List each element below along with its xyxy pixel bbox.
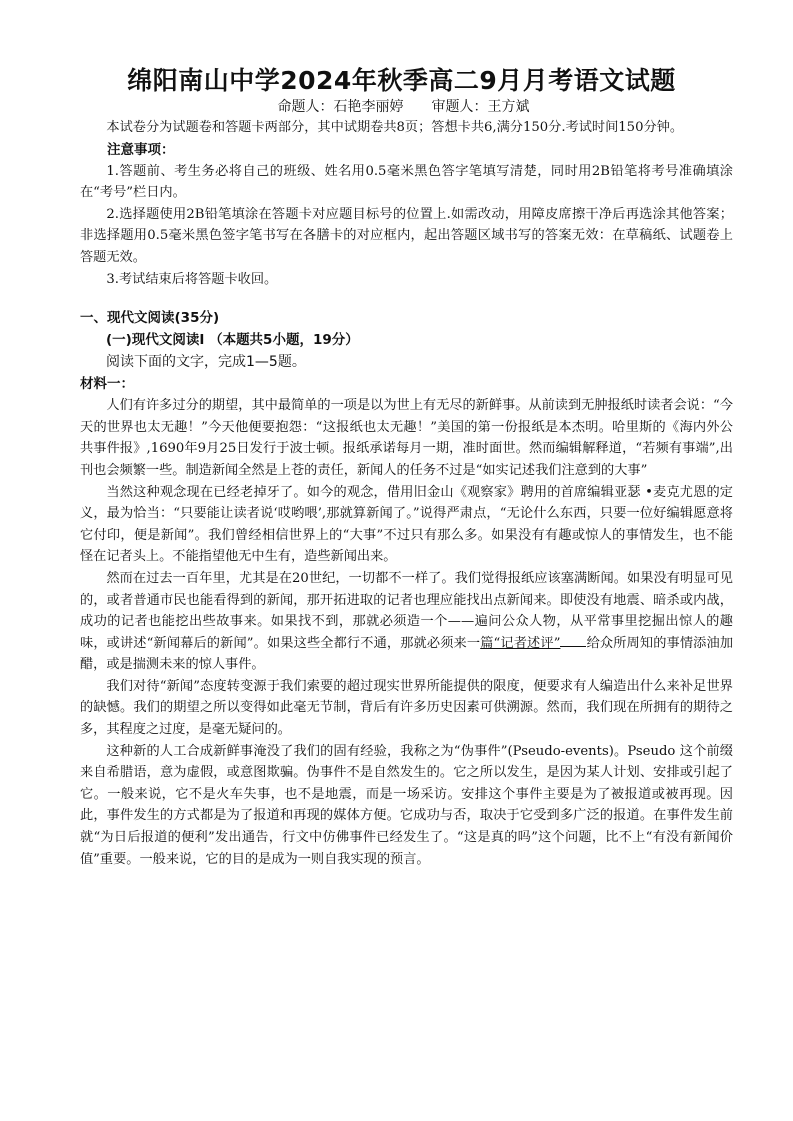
underline-blank [560,646,586,647]
notice-item: 1.答题前、考生务必将自己的班级、姓名用0.5毫米黑色答字笔填写清楚，同时用2B铅笔将考号准确填涂在“考号”栏日内。 [80,163,733,201]
passage-paragraph: 我们对待“新闻”态度转变源于我们索要的超过现实世界所能提供的限度，便要求有人编造出什么来补足世界的缺憾。我们的期望之所以变得如此毫无节制，背后有许多历史因素可供溯源。然而，我们现在所拥有的期待之多，其程度之过度，是毫无疑问的。 [80,678,733,738]
exam-intro: 本试卷分为试题卷和答题卡两部分，其中试期卷共8页；答想卡共6,满分150分.考试时间150分钟。 [106,120,684,135]
notice-heading: 注意事项： [107,141,175,158]
notice-item: 2.选择题使用2B铅笔填涂在答题卡对应题目标号的位置上.如需改动，用障皮席擦干净后再选涂其他答案；非选择题用0.5毫米黑色签字笔书写在各膳卡的对应框内，起出答题区域书写的答案无效：在草稿纸、试题卷上答题无效。 [80,206,733,265]
notice-item: 3.考试结束后将答题卡收回。 [106,271,278,287]
author-line [74,97,733,117]
reading-instruction: 阅读下面的文字，完成1—5题。 [106,354,306,371]
passage-paragraph [80,568,733,676]
passage-paragraph: 当然这种观念现在已经老掉牙了。如今的观念，借用旧金山《观察家》聘用的首席编辑亚瑟 •麦克尤恩的定义，最为恰当：“只要能让读者说‘哎哟喂’,那就算新闻了。”说得严肃点，“无论什么东西，只要一位好编辑愿意将它付印，便是新闻”。我们曾经相信世界上的“大事”不过只有那么多。如果没有有趣或惊人的事情发生，也不能怪在记者头上。不能指望他无中生有，造些新闻出来。 [80,484,733,565]
section-heading: 一、现代文阅读(35分) [80,310,220,327]
underlined-phrase: 篇“记者述评” [480,635,561,651]
reviewer-name: 审题人：王方斌 [431,99,530,115]
passage-paragraph: 人们有许多过分的期望，其中最简单的一项是以为世上有无尽的新鲜事。从前读到无肿报纸时读者会说：“今天的世界也太无趣！”今天他便要抱怨：“这报纸也太无趣！”美国的第一份报纸是本杰明。哈里斯的《海内外公共事件报》,1690年9月25日发行于波士顿。报纸承诺每月一期，准时面世。然而编辑解释道，“若频有事端”,出刊也会频繁一些。制造新闻全然是上苍的责任，新闻人的任务不过是“如实记述我们注意到的大事” [80,398,733,478]
paragraph-text: 然而在过去一百年里，尤其是在20世纪，一切都不一样了。我们觉得报纸应该塞满断闻。如果没有明显可见的，或者普通市民也能看得到的新闻，那开拓进取的记者也理应能找出点新闻来。即使没有地震、暗杀或内战，成功的记者也能挖出些故事来。如果找不到，那就必须造一个——遍问公众人物，从平常事里挖掘出惊人的趣味，或讲述“新闻幕后的新闻”。如果这些全都行不通，那就必须来一 [80,570,733,651]
paragraph-text: 给众所周知的事情添油加醋，或是揣测未来的惊人事件。 [80,635,734,673]
passage-paragraph: 这种新的人工合成新鲜事淹没了我们的固有经验，我称之为“伪事件”(Pseudo-events)。Pseudo 这个前缀来自希腊语，意为虚假，或意图欺骗。伪事件不是自然发生的。它之所以发生，是因为某人计划、安排或引起了它。一般来说，它不是火车失事，也不是地震，而是一场采访。安排这个事件主要是为了被报道或被再现。因此，事件发生的方式都是为了报道和再现的媒体方便。它成功与否，取决于它受到多广泛的报道。在事件发生前就“为日后报道的便利”发出通告，行文中仿佛事件已经发生了。“这是真的吗”这个问题，比不上“有没有新闻价值”重要。一般来说，它的目的是成为一则自我实现的预言。 [80,743,733,867]
setter-name: 命题人：石艳李丽婷 [277,99,404,115]
subsection-heading: (一)现代文阅读I （本题共5小题，19分） [106,332,359,349]
exam-title: 绵阳南山中学2024年秋季高二9月月考语文试题 [127,66,676,95]
material-label: 材料一： [80,376,134,393]
